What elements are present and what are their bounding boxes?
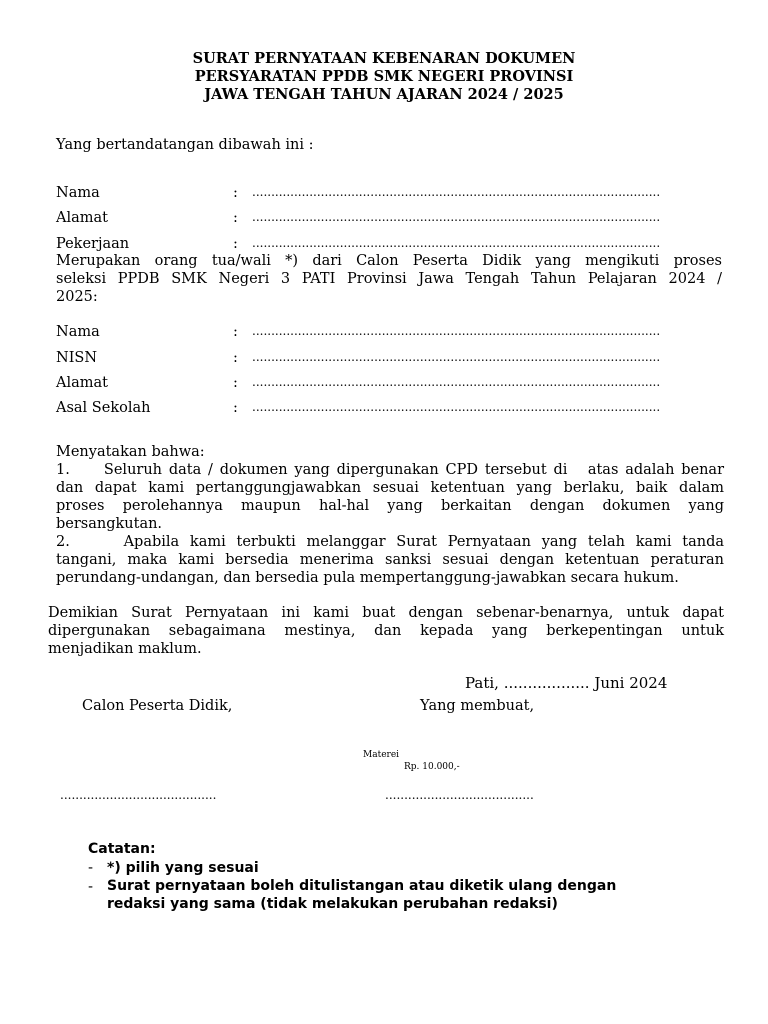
closing-line-1: Demikian Surat Pernyataan ini kami buat dengan sebenar-benarnya, untuk dapat xyxy=(48,605,724,621)
student-school-field xyxy=(56,400,726,420)
right-signature-line: ....................................... xyxy=(385,788,534,802)
bullet-dash: - xyxy=(88,860,94,876)
bullet-dash: - xyxy=(88,879,94,895)
field-dots: ........................................................................................................... xyxy=(252,400,661,414)
field-dots: ........................................................................................................... xyxy=(252,375,661,389)
field-colon: : xyxy=(233,236,238,252)
item1-line-4: bersangkutan. xyxy=(56,516,163,532)
item1-line-2: dan dapat kami pertanggungjawabkan sesuai ketentuan yang berlaku, baik dalam xyxy=(56,480,724,496)
field-label: Alamat xyxy=(56,210,108,226)
field-label: Alamat xyxy=(56,375,108,391)
note-item-2-line-1: Surat pernyataan boleh ditulistangan atau diketik ulang dengan xyxy=(107,878,617,894)
field-dots: ........................................................................................................... xyxy=(252,236,661,250)
field-label: Nama xyxy=(56,324,100,340)
field-colon: : xyxy=(233,350,238,366)
item2-line-1: 2. Apabila kami terbukti melanggar Surat Pernyataan yang telah kami tanda xyxy=(56,534,724,550)
field-dots: ........................................................................................................... xyxy=(252,350,661,364)
statement-heading: Menyatakan bahwa: xyxy=(56,444,205,460)
materai-amount: Rp. 10.000,- xyxy=(404,762,460,772)
field-label: Nama xyxy=(56,185,100,201)
relation-line-1: Merupakan orang tua/wali *) dari Calon Peserta Didik yang mengikuti proses xyxy=(56,253,722,269)
closing-paragraph xyxy=(48,604,724,658)
closing-line-2: dipergunakan sebagaimana mestinya, dan kepada yang berkepentingan untuk xyxy=(48,623,724,639)
item2-line-3: perundang-undangan, dan bersedia pula mempertanggung-jawabkan secara hukum. xyxy=(56,570,679,586)
statement-item-2 xyxy=(56,533,724,587)
field-colon: : xyxy=(233,210,238,226)
item1-line-1: 1. Seluruh data / dokumen yang dipergunakan CPD tersebut di atas adalah benar xyxy=(56,462,724,478)
relation-line-2: seleksi PPDB SMK Negeri 3 PATI Provinsi Jawa Tengah Tahun Pelajaran 2024 / xyxy=(56,271,722,287)
parent-address-field xyxy=(56,210,726,230)
note-item-2-line-2: redaksi yang sama (tidak melakukan perubahan redaksi) xyxy=(107,896,558,912)
relation-line-3: 2025: xyxy=(56,289,98,305)
title-line-3: JAWA TENGAH TAHUN AJARAN 2024 / 2025 xyxy=(204,86,564,103)
relation-paragraph xyxy=(56,252,722,306)
left-signature-line: ......................................... xyxy=(60,788,217,802)
document-title xyxy=(0,50,768,104)
right-signature-label: Yang membuat, xyxy=(420,698,535,714)
field-colon: : xyxy=(233,324,238,340)
statement-item-1 xyxy=(56,461,724,533)
field-colon: : xyxy=(233,400,238,416)
field-dots: ........................................................................................................... xyxy=(252,185,661,199)
field-colon: : xyxy=(233,185,238,201)
left-signature-label: Calon Peserta Didik, xyxy=(82,698,233,714)
notes-heading: Catatan: xyxy=(88,841,156,857)
student-name-field xyxy=(56,324,726,344)
field-label: Pekerjaan xyxy=(56,236,130,252)
note-item-1: *) pilih yang sesuai xyxy=(107,860,259,876)
field-label: NISN xyxy=(56,350,98,366)
field-dots: ........................................................................................................... xyxy=(252,324,661,338)
place-date: Pati, .................. Juni 2024 xyxy=(465,674,668,692)
item1-line-3: proses perolehannya maupun hal-hal yang berkaitan dengan dokumen yang xyxy=(56,498,724,514)
title-line-2: PERSYARATAN PPDB SMK NEGERI PROVINSI xyxy=(194,68,574,85)
title-line-1: SURAT PERNYATAAN KEBENARAN DOKUMEN xyxy=(192,50,576,67)
field-label: Asal Sekolah xyxy=(56,400,151,416)
materai-label: Materei xyxy=(363,750,400,760)
closing-line-3: menjadikan maklum. xyxy=(48,641,202,657)
intro-text: Yang bertandatangan dibawah ini : xyxy=(56,137,314,153)
item2-line-2: tangani, maka kami bersedia menerima sanksi sesuai dengan ketentuan peraturan xyxy=(56,552,724,568)
student-address-field xyxy=(56,375,726,395)
student-nisn-field xyxy=(56,350,726,370)
field-colon: : xyxy=(233,375,238,391)
parent-name-field xyxy=(56,185,726,205)
field-dots: ........................................................................................................... xyxy=(252,210,661,224)
